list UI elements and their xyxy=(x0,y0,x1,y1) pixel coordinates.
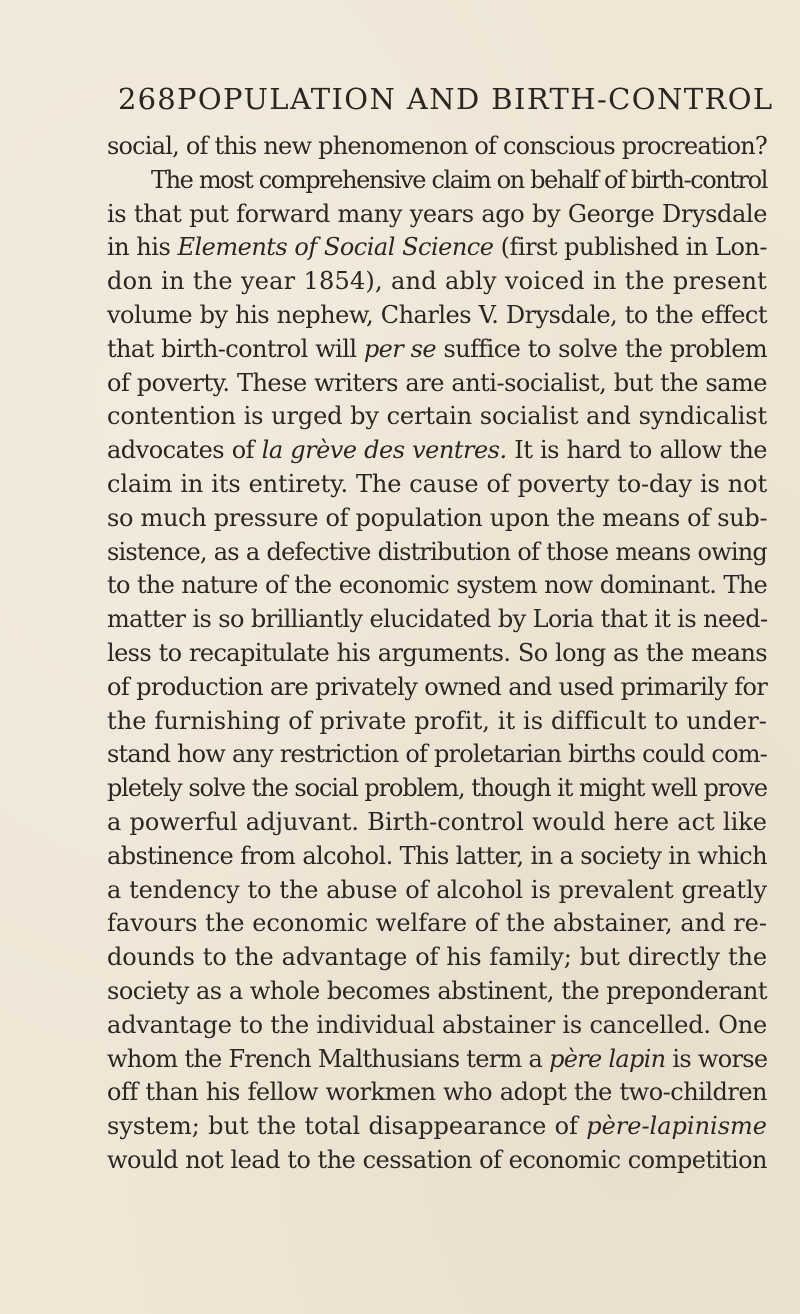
text-line xyxy=(107,705,767,739)
text-run: matter is so brilliantly elucidated by Loria that it is need- xyxy=(107,605,768,634)
page-number: 268 xyxy=(118,82,177,116)
text-run: advantage to the individual abstainer is cancelled. One xyxy=(107,1010,768,1039)
text-line xyxy=(107,806,767,840)
text-run: social, of this new phenomenon of conscious procreation? xyxy=(107,132,767,160)
text-line xyxy=(107,637,767,671)
text-run: sistence, as a defective distribution of those means owing xyxy=(107,537,767,566)
italic-text: père-lapinisme xyxy=(586,1112,767,1141)
italic-text: père lapin xyxy=(549,1044,666,1073)
text-line xyxy=(107,265,767,299)
text-run: The most comprehensive claim on behalf of birth-control xyxy=(151,165,767,194)
text-line xyxy=(107,434,767,468)
text-run: is that put forward many years ago by George Drysdale xyxy=(107,199,767,228)
text-run: volume by his nephew, Charles V. Drysdale, to the effect xyxy=(107,300,767,329)
text-run: (first published in Lon- xyxy=(493,233,768,262)
text-line xyxy=(107,536,767,570)
text-run: of poverty. These writers are anti-socialist, but the same xyxy=(107,368,767,397)
text-line xyxy=(107,468,767,502)
text-run: off than his fellow workmen who adopt the two-children xyxy=(107,1078,767,1107)
text-line xyxy=(107,231,767,265)
text-line xyxy=(107,502,767,536)
text-run: a tendency to the abuse of alcohol is prevalent greatly xyxy=(107,875,767,904)
running-title: POPULATION AND BIRTH-CONTROL xyxy=(176,82,774,116)
text-run: a powerful adjuvant. Birth-control would here act like xyxy=(107,807,767,836)
text-line xyxy=(107,840,767,874)
text-run: advocates of xyxy=(107,436,262,465)
text-run: less to recapitulate his arguments. So long as the means xyxy=(107,638,767,667)
text-line xyxy=(107,671,767,705)
text-run: the furnishing of private profit, it is difficult to under- xyxy=(107,706,767,735)
text-line xyxy=(107,1144,767,1178)
text-line xyxy=(107,941,767,975)
running-head xyxy=(118,82,774,122)
text-line xyxy=(107,569,767,603)
text-run: that birth-control will xyxy=(107,334,364,363)
text-line xyxy=(107,164,767,198)
italic-text: la grève des ventres. xyxy=(261,436,507,465)
text-line xyxy=(107,333,767,367)
text-line xyxy=(107,1076,767,1110)
text-line xyxy=(107,738,767,772)
text-line xyxy=(107,198,767,232)
text-run: favours the economic welfare of the abstainer, and re- xyxy=(107,909,767,938)
text-run: in his xyxy=(107,233,178,262)
text-run: abstinence from alcohol. This latter, in a society in which xyxy=(107,841,767,870)
text-line xyxy=(107,874,767,908)
text-line xyxy=(107,1110,767,1144)
text-line xyxy=(107,1009,767,1043)
text-line xyxy=(107,772,767,806)
text-run: society as a whole becomes abstinent, the preponderant xyxy=(107,976,767,1005)
text-run: so much pressure of population upon the means of sub- xyxy=(107,503,768,532)
text-run: system; but the total disappearance of xyxy=(107,1112,587,1141)
italic-text: per se xyxy=(363,334,437,363)
text-run: It is hard to allow the xyxy=(506,436,767,465)
text-line xyxy=(107,1043,767,1077)
italic-text: Elements of Social Science xyxy=(177,233,494,262)
text-run: claim in its entirety. The cause of poverty to-day is not xyxy=(107,469,767,498)
body-text xyxy=(107,130,767,1178)
text-run: of production are privately owned and used primarily for xyxy=(107,672,768,701)
text-run: stand how any restriction of proletarian births could com- xyxy=(107,740,767,769)
text-line xyxy=(107,299,767,333)
text-run: is worse xyxy=(665,1044,768,1073)
text-line xyxy=(107,367,767,401)
text-line xyxy=(107,400,767,434)
text-run: don in the year 1854), and ably voiced in the present xyxy=(107,267,767,296)
text-run: pletely solve the social problem, though it might well prove xyxy=(107,774,767,803)
text-line xyxy=(107,975,767,1009)
text-line xyxy=(107,130,767,164)
text-line xyxy=(107,907,767,941)
text-run: would not lead to the cessation of economic competition xyxy=(107,1145,767,1174)
text-run: dounds to the advantage of his family; but directly the xyxy=(107,943,767,972)
text-run: to the nature of the economic system now dominant. The xyxy=(107,571,767,600)
text-run: whom the French Malthusians term a xyxy=(107,1044,550,1073)
text-run: contention is urged by certain socialist and syndicalist xyxy=(107,402,767,431)
text-run: suffice to solve the problem xyxy=(436,334,767,363)
text-line xyxy=(107,603,767,637)
